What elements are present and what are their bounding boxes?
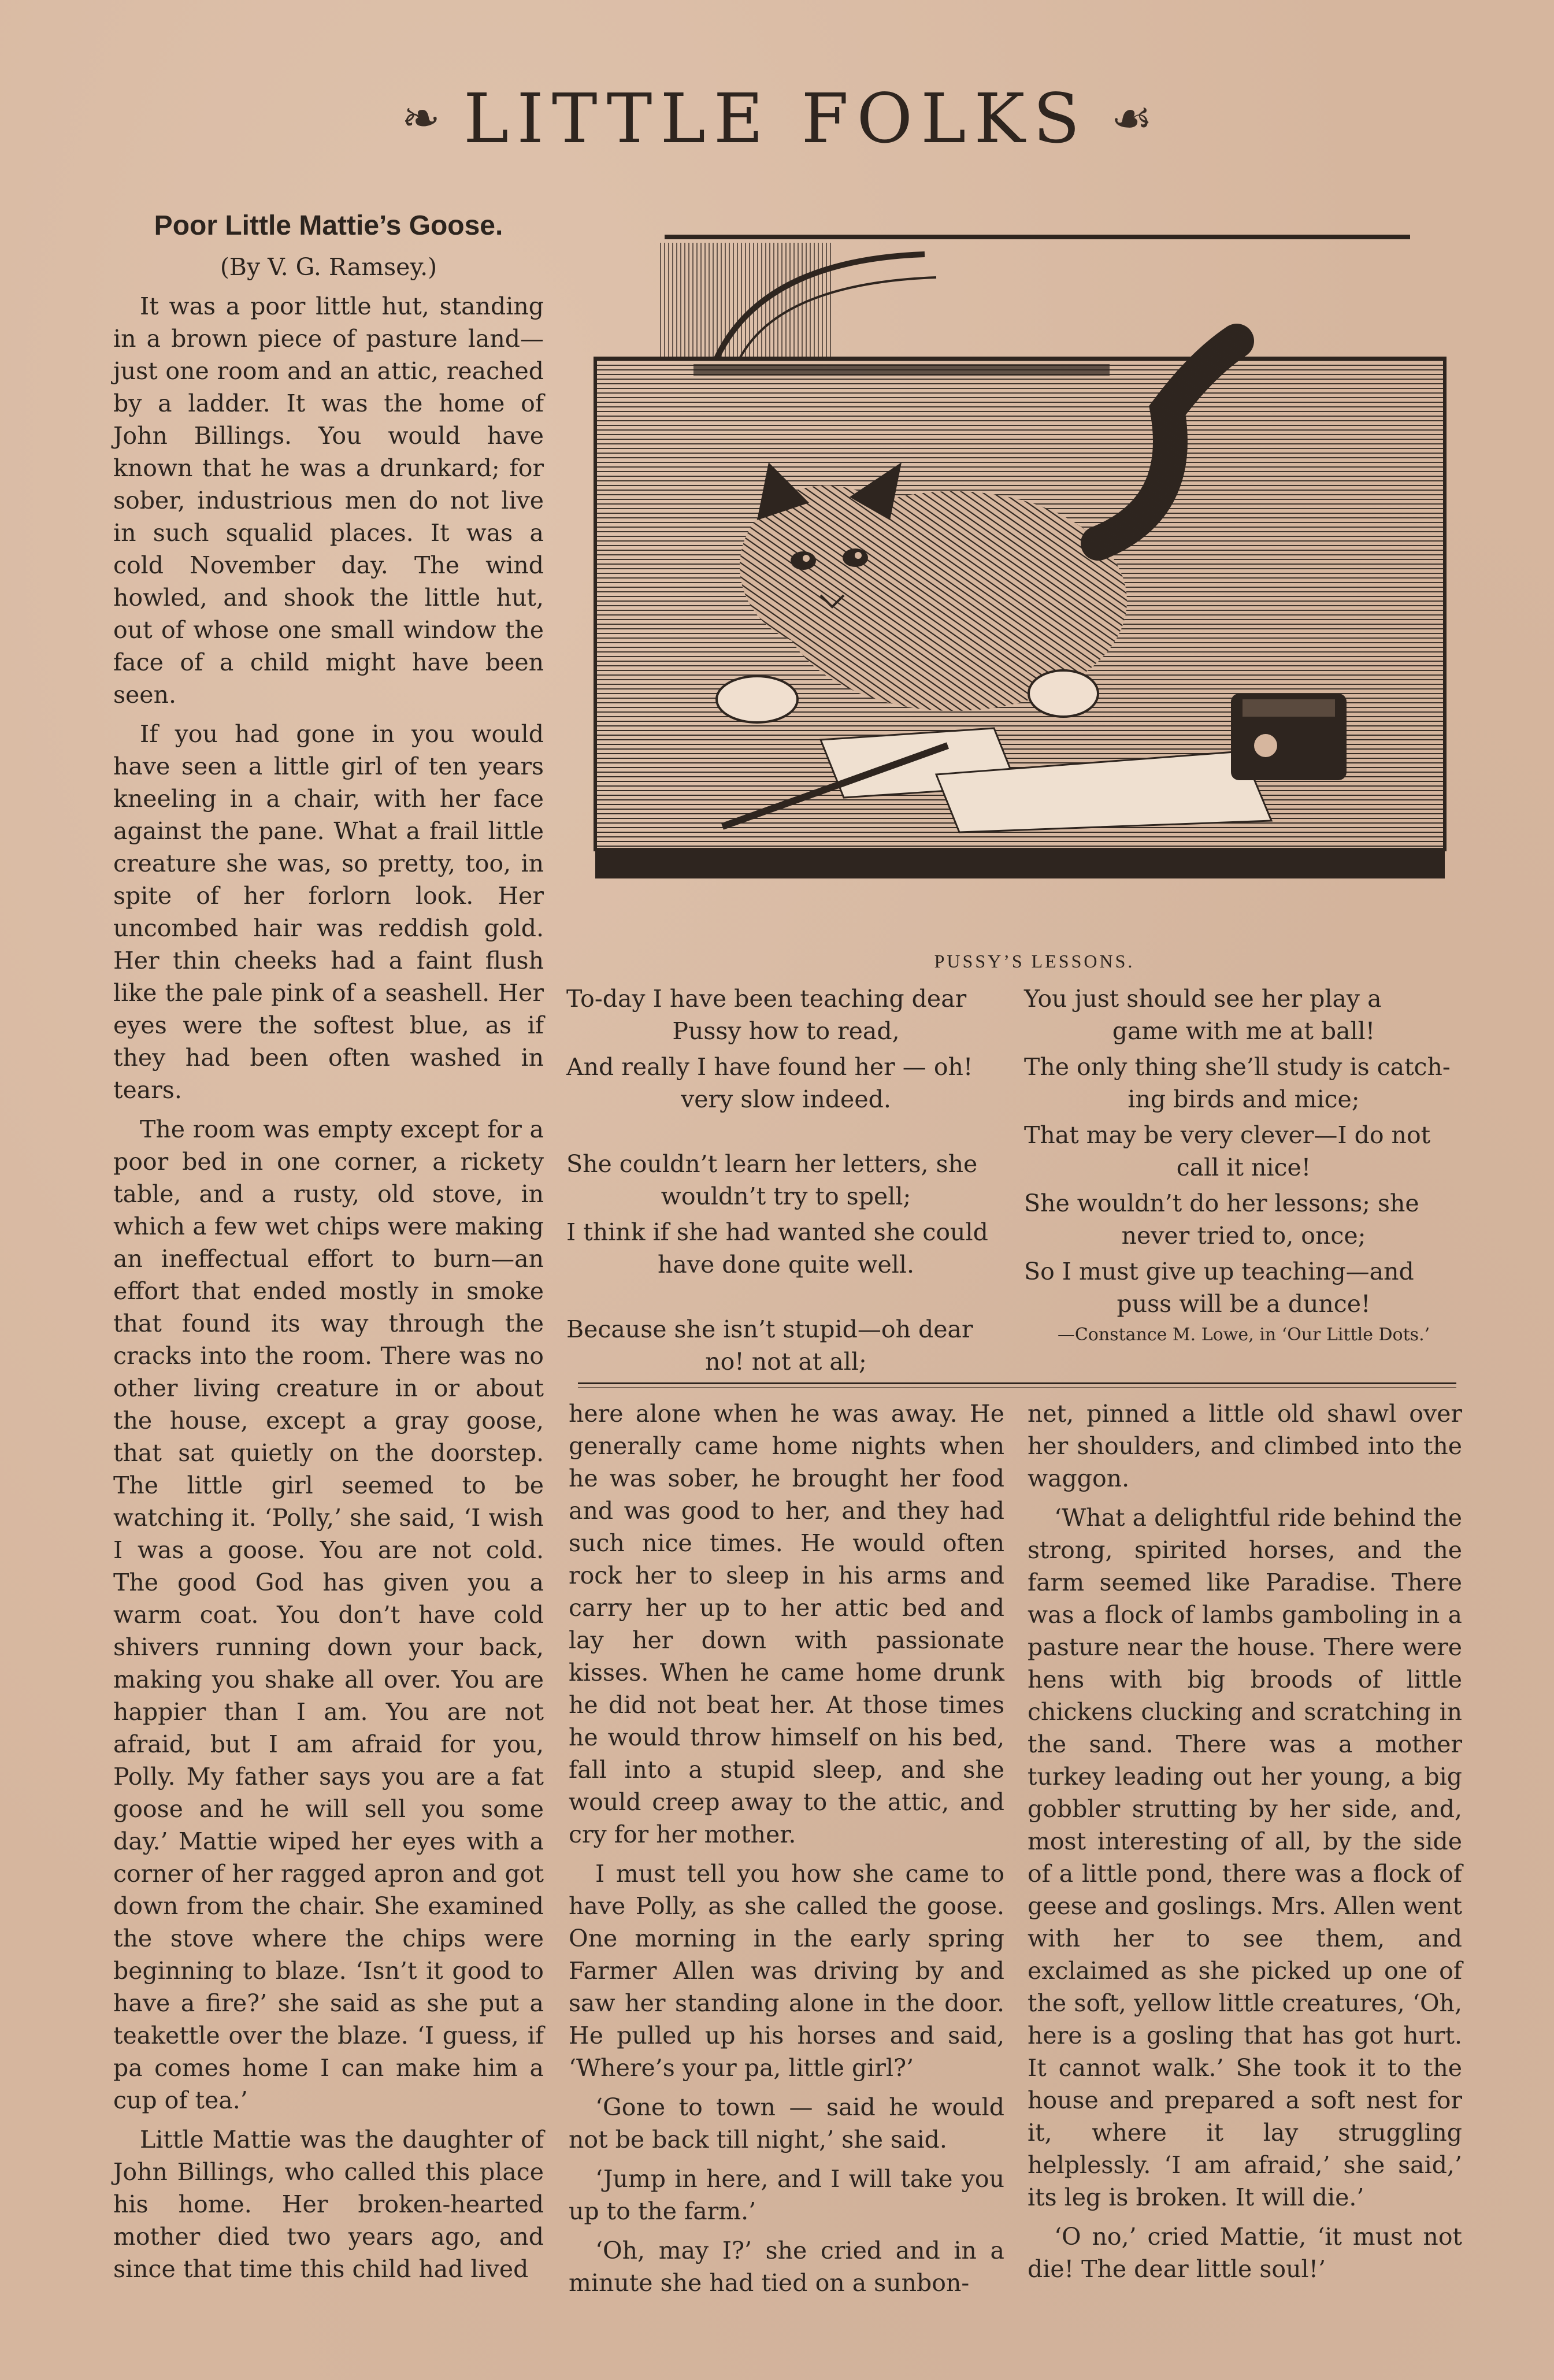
poem-couplet	[1024, 1051, 1463, 1115]
section-divider	[578, 1382, 1456, 1384]
poem-couplet	[1024, 1119, 1463, 1184]
poem-line: So I must give up teaching—and	[1024, 1258, 1414, 1285]
masthead	[0, 75, 1554, 162]
ornament-right: ☙	[1111, 91, 1153, 145]
poem-couplet	[1024, 983, 1463, 1047]
poem-line: game with me at ball!	[1112, 1017, 1375, 1045]
section-title: LITTLE FOLKS	[463, 79, 1088, 158]
poem-line: She couldn’t learn her letters, she	[566, 1150, 978, 1178]
story-title: Poor Little Mattie’s Goose.	[154, 210, 503, 241]
poem-attribution: —Constance M. Lowe, in ‘Our Little Dots.’	[1057, 1325, 1430, 1345]
poem-line: call it nice!	[1176, 1154, 1311, 1181]
poem-couplet	[566, 1148, 1006, 1213]
paragraph: ‘Oh, may I?’ she cried and in a minute she had tied on a sunbon-	[569, 2237, 1004, 2297]
paragraph: It was a poor little hut, standing in a brown piece of pasture land—just one room and an attic, reached by a ladder. It was the home of John Billings. You would have known that he was a drunkard; for sober, industrious men do not live in such squalid places. It was a cold November day. The wind howled, and shook the little hut, out of whose one small window the face of a child might have been seen.	[113, 292, 544, 709]
poem-line: The only thing she’ll study is catch-	[1024, 1053, 1451, 1081]
story-column-1	[113, 208, 544, 2285]
poem-line: She wouldn’t do her lessons; she	[1024, 1189, 1419, 1217]
poem-line: And really I have found her — oh!	[566, 1053, 973, 1081]
poem-line: ing birds and mice;	[1128, 1085, 1360, 1113]
poem-line: very slow indeed.	[681, 1085, 891, 1113]
poem-couplet	[566, 1313, 1006, 1378]
poem-line: wouldn’t try to spell;	[661, 1182, 911, 1210]
paragraph: Little Mattie was the daughter of John Billings, who called this place his home. Her broken-hearted mother died two years ago, and since that time this child had lived	[113, 2126, 544, 2283]
section-divider-thin	[578, 1387, 1456, 1388]
paragraph: The room was empty except for a poor bed in one corner, a rickety table, and a rusty, old stove, in which a few wet chips were making an ineffectual effort to burn—an effort that ended mostly in smoke that found its way through the cracks into the room. There was no other living creature in or about the house, except a gray goose, that sat quietly on the doorstep. The little girl seemed to be watching it. ‘Polly,’ she said, ‘I wish I was a goose. You are not cold. The good God has given you a warm coat. You don’t have cold shivers running down your back, making you shake all over. You are happier than I am. You are not afraid, but I am afraid for you, Polly. My father says you are a fat goose and he will sell you some day.’ Mattie wiped her eyes with a corner of her ragged apron and got down from the chair. She examined the stove where the chips were beginning to blaze. ‘Isn’t it good to have a fire?’ she said as she put a teakettle over the blaze. ‘I guess, if pa comes home I can make him a cup of tea.’	[113, 1115, 544, 2114]
paragraph: ‘Gone to town — said he would not be back till night,’ she said.	[569, 2093, 1004, 2153]
illustration-caption: PUSSY’S LESSONS.	[934, 951, 1135, 972]
poem-couplet	[566, 1216, 1006, 1281]
poem-line: That may be very clever—I do not	[1024, 1121, 1431, 1149]
paragraph: ‘Jump in here, and I will take you up to the farm.’	[569, 2165, 1004, 2225]
poem-couplet	[1024, 1255, 1463, 1320]
paragraph: here alone when he was away. He generally came home nights when he was sober, he brought her food and was good to her, and they had such nice times. He would often rock her to sleep in his arms and carry her up to her attic bed and lay her down with passionate kisses. When he came home drunk he did not beat her. At those times he would throw himself on his bed, fall into a stupid sleep, and she would creep away to the attic, and cry for her mother.	[569, 1400, 1004, 1848]
poem-line: never tried to, once;	[1121, 1222, 1366, 1250]
kitten-engraving	[578, 220, 1456, 936]
story-column-2	[569, 1397, 1004, 2299]
poem-line: no! not at all;	[705, 1348, 867, 1376]
story-column-3	[1028, 1397, 1462, 2285]
poem-line: You just should see her play a	[1024, 985, 1382, 1013]
poem-column-right	[1024, 983, 1463, 1347]
poem-couplet	[1024, 1187, 1463, 1252]
poem-line: To-day I have been teaching dear	[566, 985, 967, 1013]
poem-couplet	[566, 983, 1006, 1047]
paragraph: ‘O no,’ cried Mattie, ‘it must not die! The dear little soul!’	[1028, 2223, 1462, 2283]
poem-line: Pussy how to read,	[672, 1017, 900, 1045]
poem-line: I think if she had wanted she could	[566, 1218, 988, 1246]
poem-line: have done quite well.	[657, 1251, 915, 1278]
poem-line: Because she isn’t stupid—oh dear	[566, 1315, 973, 1343]
paragraph: ‘What a delightful ride behind the strong, spirited horses, and the farm seemed like Paradise. There was a flock of lambs gamboling in a pasture near the house. There were hens with big broods of little chickens clucking and scratching in the sand. There was a mother turkey leading out her young, a big gobbler strutting by her side, and, most interesting of all, by the side of a little pond, there was a flock of geese and goslings. Mrs. Allen went with her to see them, and exclaimed as she picked up one of the soft, yellow little creatures, ‘Oh, here is a gosling that has got hurt. It cannot walk.’ She took it to the house and prepared a soft nest for it, where it lay struggling helplessly. ‘I am afraid,’ she said,’ its leg is broken. It will die.’	[1028, 1504, 1462, 2211]
paragraph: net, pinned a little old shawl over her shoulders, and climbed into the waggon.	[1028, 1400, 1462, 1492]
story-byline: (By V. G. Ramsey.)	[220, 253, 437, 281]
poem-line: puss will be a dunce!	[1117, 1290, 1371, 1318]
paragraph: I must tell you how she came to have Polly, as she called the goose. One morning in the early spring Farmer Allen was driving by and saw her standing alone in the door. He pulled up his horses and said, ‘Where’s your pa, little girl?’	[569, 1860, 1004, 2082]
poem-column-left	[566, 983, 1006, 1381]
ornament-left: ❧	[401, 91, 440, 145]
poem-couplet	[566, 1051, 1006, 1115]
paragraph: If you had gone in you would have seen a little girl of ten years kneeling in a chair, with her face against the pane. What a frail little creature she was, so pretty, too, in spite of her forlorn look. Her uncombed hair was reddish gold. Her thin cheeks had a faint flush like the pale pink of a seashell. Her eyes were the softest blue, as if they had been often washed in tears.	[113, 720, 544, 1104]
